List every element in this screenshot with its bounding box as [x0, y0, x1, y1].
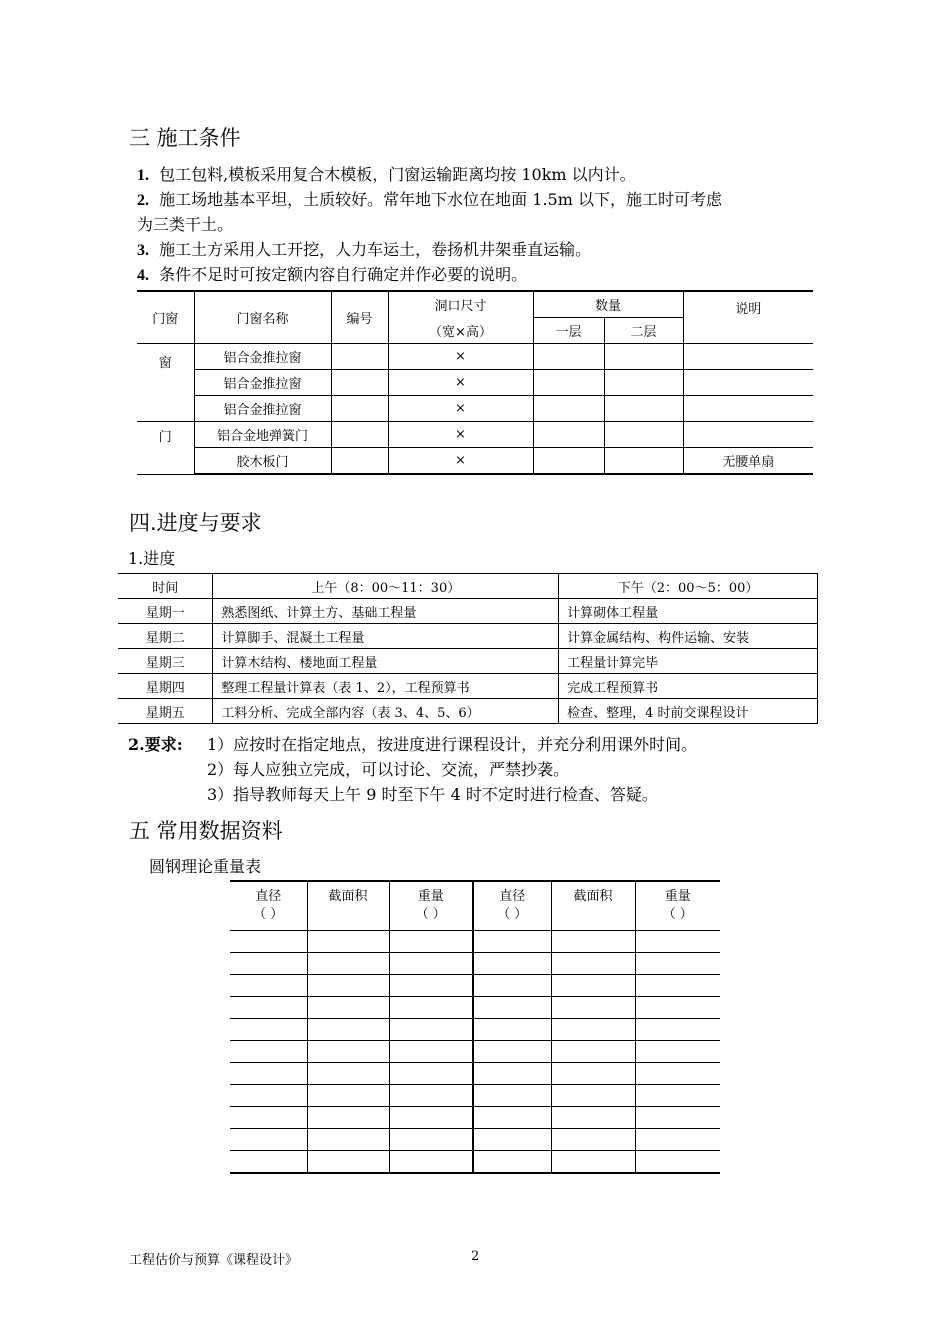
table-row: [118, 624, 818, 649]
schedule-table: [118, 573, 818, 724]
table-row: [230, 1041, 720, 1063]
item-text: 条件不足时可按定额内容自行确定并作必要的说明。: [159, 265, 528, 284]
table-header-row: [230, 881, 720, 931]
row-name: 铝合金推拉窗: [194, 344, 331, 370]
row-note: [683, 422, 813, 448]
row-afternoon: 工程量计算完毕: [559, 649, 818, 674]
requirement-1: 1）应按时在指定地点，按进度进行课程设计，并充分利用课外时间。: [207, 735, 698, 754]
row-name: 铝合金地弹簧门: [194, 422, 331, 448]
door-window-table: [137, 290, 813, 475]
row-name: 铝合金推拉窗: [194, 370, 331, 396]
row-afternoon: 检查、整理，4 时前交课程设计: [559, 699, 818, 724]
row-size: ×: [388, 344, 533, 370]
table-row: [230, 953, 720, 975]
schedule-label: 1.进度: [128, 549, 176, 568]
row-day: 星期一: [118, 599, 213, 624]
row-size: ×: [388, 422, 533, 448]
table-row: [230, 1019, 720, 1041]
item-number: 1.: [137, 167, 149, 184]
row-code: [331, 422, 388, 448]
row-floor1: [533, 422, 604, 448]
row-code: [331, 370, 388, 396]
footer-title: 工程估价与预算《课程设计》: [129, 1253, 299, 1268]
header-code: 编号: [331, 291, 388, 344]
section-3-title: 三 施工条件: [129, 126, 241, 150]
row-name: 铝合金推拉窗: [194, 396, 331, 422]
row-day: 星期四: [118, 674, 213, 699]
condition-item-3: [137, 238, 591, 262]
row-code: [331, 396, 388, 422]
header-afternoon: 下午（2：00～5：00）: [559, 574, 818, 599]
header-floor1: 一层: [533, 318, 604, 344]
row-floor1: [533, 344, 604, 370]
table-row: [137, 344, 813, 370]
header-qty: 数量: [533, 291, 683, 318]
row-morning: 计算脚手、混凝土工程量: [213, 624, 559, 649]
row-day: 星期三: [118, 649, 213, 674]
item-text: 施工土方采用人工开挖，人力车运土，卷扬机井架垂直运输。: [159, 240, 592, 259]
row-day: 星期二: [118, 624, 213, 649]
group-window: 窗: [137, 344, 194, 422]
row-afternoon: 计算金属结构、构件运输、安装: [559, 624, 818, 649]
row-morning: 整理工程量计算表（表 1、2），工程预算书: [213, 674, 559, 699]
condition-item-2-cont: 为三类干土。: [137, 215, 234, 234]
row-note: 无腰单扇: [683, 448, 813, 475]
row-afternoon: 完成工程预算书: [559, 674, 818, 699]
header-area: 截面积: [307, 881, 389, 931]
row-note: [683, 396, 813, 422]
table-row: [118, 699, 818, 724]
round-steel-weight-table: [230, 880, 720, 1174]
table-row: [137, 448, 813, 475]
row-afternoon: 计算砌体工程量: [559, 599, 818, 624]
table-header-row: [137, 291, 813, 318]
row-name: 胶木板门: [194, 448, 331, 475]
condition-item-1: [137, 163, 636, 187]
row-code: [331, 344, 388, 370]
row-floor2: [604, 422, 683, 448]
header-area: 截面积: [551, 881, 635, 931]
header-time: 时间: [118, 574, 213, 599]
row-day: 星期五: [118, 699, 213, 724]
header-size-sub: （宽×高）: [388, 318, 533, 344]
requirements-label: 2.要求:: [128, 735, 183, 754]
row-morning: 工料分析、完成全部内容（表 3、4、5、6）: [213, 699, 559, 724]
section-4-title: 四.进度与要求: [129, 511, 262, 535]
item-number: 4.: [137, 267, 149, 284]
page-number: 2: [471, 1249, 480, 1264]
header-floor2: 二层: [604, 318, 683, 344]
table-row: [230, 975, 720, 997]
requirement-2: 2）每人应独立完成，可以讨论、交流，严禁抄袭。: [207, 760, 570, 779]
table-row: [118, 649, 818, 674]
condition-item-2: [137, 188, 722, 212]
section-5-title: 五 常用数据资料: [129, 819, 283, 843]
row-size: ×: [388, 448, 533, 475]
table-row: [230, 1129, 720, 1151]
table-row: [118, 599, 818, 624]
table-header-row: [118, 574, 818, 599]
item-number: 2.: [137, 192, 149, 209]
header-type: 门窗: [137, 291, 194, 344]
header-name: 门窗名称: [194, 291, 331, 344]
table-row: [230, 931, 720, 953]
row-floor1: [533, 448, 604, 475]
header-weight: 重量 （ ）: [389, 881, 473, 931]
header-weight: 重量 （ ）: [635, 881, 720, 931]
row-note: [683, 370, 813, 396]
row-morning: 计算木结构、楼地面工程量: [213, 649, 559, 674]
row-floor1: [533, 370, 604, 396]
table-row: [230, 997, 720, 1019]
table-row: [137, 370, 813, 396]
row-code: [331, 448, 388, 475]
table-row: [230, 1085, 720, 1107]
item-number: 3.: [137, 242, 149, 259]
table-row: [137, 396, 813, 422]
row-size: ×: [388, 396, 533, 422]
header-diameter: 直径 （ ）: [473, 881, 551, 931]
header-morning: 上午（8：00～11：30）: [213, 574, 559, 599]
table-row: [137, 422, 813, 448]
table-row: [230, 1063, 720, 1085]
table-row: [230, 1107, 720, 1129]
header-note: 说明: [683, 291, 813, 344]
item-text: 施工场地基本平坦，土质较好。常年地下水位在地面 1.5m 以下，施工时可考虑: [159, 190, 722, 209]
condition-item-4: [137, 263, 527, 287]
row-floor1: [533, 396, 604, 422]
table-row: [230, 1151, 720, 1174]
row-floor2: [604, 370, 683, 396]
row-size: ×: [388, 370, 533, 396]
group-door: 门: [137, 422, 194, 475]
header-diameter: 直径 （ ）: [230, 881, 307, 931]
table-row: [118, 674, 818, 699]
requirement-3: 3）指导教师每天上午 9 时至下午 4 时不定时进行检查、答疑。: [207, 785, 658, 804]
row-floor2: [604, 396, 683, 422]
row-morning: 熟悉图纸、计算土方、基础工程量: [213, 599, 559, 624]
header-size: 洞口尺寸: [388, 291, 533, 318]
row-floor2: [604, 448, 683, 475]
row-floor2: [604, 344, 683, 370]
item-text: 包工包料,模板采用复合木模板，门窗运输距离均按 10km 以内计。: [159, 165, 636, 184]
steel-table-title: 圆钢理论重量表: [149, 857, 262, 876]
row-note: [683, 344, 813, 370]
